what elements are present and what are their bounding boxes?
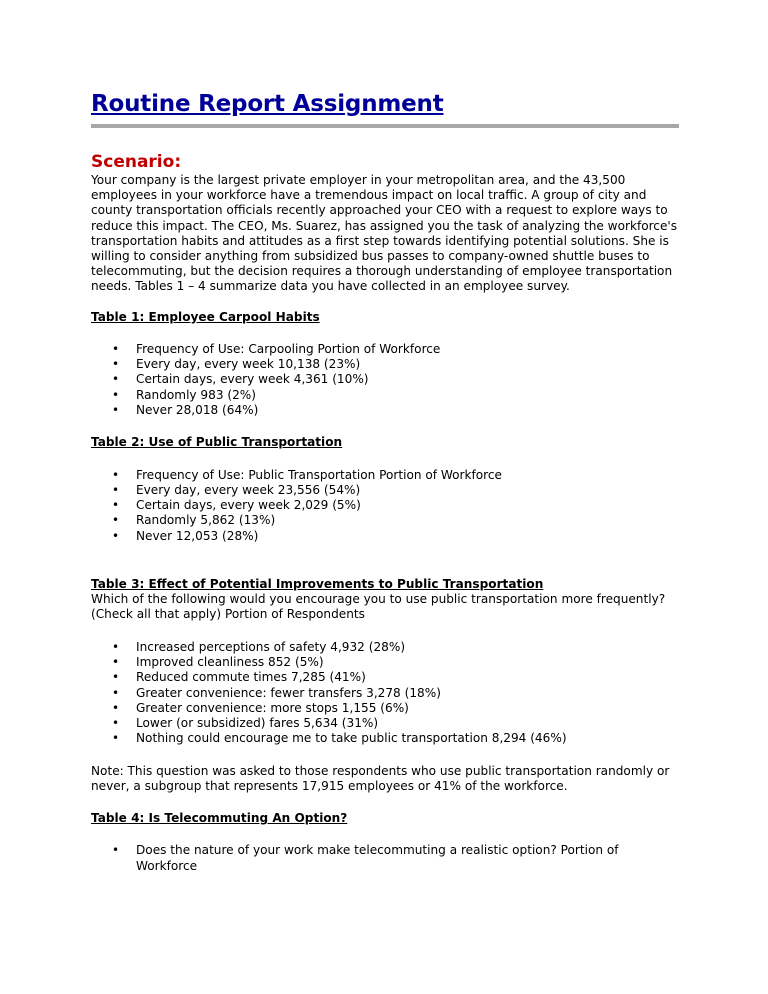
- list-item: • Certain days, every week 4,361 (10%): [112, 372, 369, 387]
- bullet-icon: •: [112, 341, 120, 356]
- table2-heading: Table 2: Use of Public Transportation: [91, 435, 343, 450]
- bullet-icon: •: [112, 372, 120, 387]
- list-item: • Greater convenience: more stops 1,155 (6%): [112, 700, 409, 715]
- bullet-icon: •: [112, 685, 120, 700]
- list-item: • Randomly 983 (2%): [112, 387, 256, 402]
- bullet-icon: •: [112, 731, 120, 746]
- table2-list: [91, 468, 681, 544]
- list-item: • Certain days, every week 2,029 (5%): [112, 498, 361, 513]
- table1-heading: Table 1: Employee Carpool Habits: [91, 309, 320, 324]
- list-item: • Frequency of Use: Carpooling Portion of Workforce: [112, 341, 441, 356]
- bullet-icon: •: [112, 670, 120, 685]
- bullet-icon: •: [112, 387, 120, 402]
- scenario-heading: Scenario:: [91, 152, 182, 172]
- list-item: • Randomly 5,862 (13%): [112, 513, 276, 528]
- bullet-icon: •: [112, 843, 120, 858]
- bullet-icon: •: [112, 482, 120, 497]
- bullet-icon: •: [112, 513, 120, 528]
- bullet-icon: •: [112, 654, 120, 669]
- bullet-icon: •: [112, 357, 120, 372]
- table3-heading: Table 3: Effect of Potential Improvements to Public Transportation: [91, 577, 544, 591]
- list-item: • Greater convenience: fewer transfers 3,278 (18%): [112, 685, 441, 700]
- list-item: • Does the nature of your work make telecommuting a realistic option? Portion of Workforce: [112, 843, 619, 873]
- table3-note: Note: This question was asked to those respondents who use public transportation randomly or never, a subgroup that represents 17,915 employees or 41% of the workforce.: [91, 763, 670, 793]
- list-item: • Never 28,018 (64%): [112, 403, 259, 418]
- list-item: • Nothing could encourage me to take public transportation 8,294 (46%): [112, 731, 567, 746]
- table3-intro: Which of the following would you encourage you to use public transportation more frequently? (Check all that apply) Portion of Respondents: [91, 592, 666, 622]
- document-title: Routine Report Assignment: [91, 91, 444, 117]
- bullet-icon: •: [112, 528, 120, 543]
- bullet-icon: •: [112, 639, 120, 654]
- table1-list: [91, 342, 681, 418]
- list-item: • Lower (or subsidized) fares 5,634 (31%): [112, 716, 379, 731]
- title-divider: [91, 124, 679, 128]
- list-item: • Every day, every week 10,138 (23%): [112, 357, 361, 372]
- bullet-icon: •: [112, 498, 120, 513]
- list-item: • Reduced commute times 7,285 (41%): [112, 670, 366, 685]
- bullet-icon: •: [112, 700, 120, 715]
- list-item: • Improved cleanliness 852 (5%): [112, 654, 324, 669]
- bullet-icon: •: [112, 467, 120, 482]
- scenario-text: Your company is the largest private employer in your metropolitan area, and the 43,500 employees in your workforce have a tremendous impact on local traffic. A group of city and county transportation officials recently approached your CEO with a request to explore ways to reduce this impact. The CEO, Ms. Suarez, has assigned you the task of analyzing the workforce's transportation habits and attitudes as a first step towards identifying potential solutions. She is willing to consider anything from subsidized bus passes to company-owned shuttle buses to telecommuting, but the decision requires a thorough understanding of employee transportation needs. Tables 1 – 4 summarize data you have collected in an employee survey.: [91, 173, 678, 294]
- list-item: • Increased perceptions of safety 4,932 (28%): [112, 639, 406, 654]
- bullet-icon: •: [112, 403, 120, 418]
- bullet-icon: •: [112, 716, 120, 731]
- table4-heading: Table 4: Is Telecommuting An Option?: [91, 811, 348, 826]
- table3-list: [91, 640, 681, 747]
- table4-list: [91, 843, 681, 874]
- list-item: • Frequency of Use: Public Transportation Portion of Workforce: [112, 467, 502, 482]
- document-page: [91, 88, 681, 874]
- list-item: • Every day, every week 23,556 (54%): [112, 482, 361, 497]
- list-item: • Never 12,053 (28%): [112, 528, 259, 543]
